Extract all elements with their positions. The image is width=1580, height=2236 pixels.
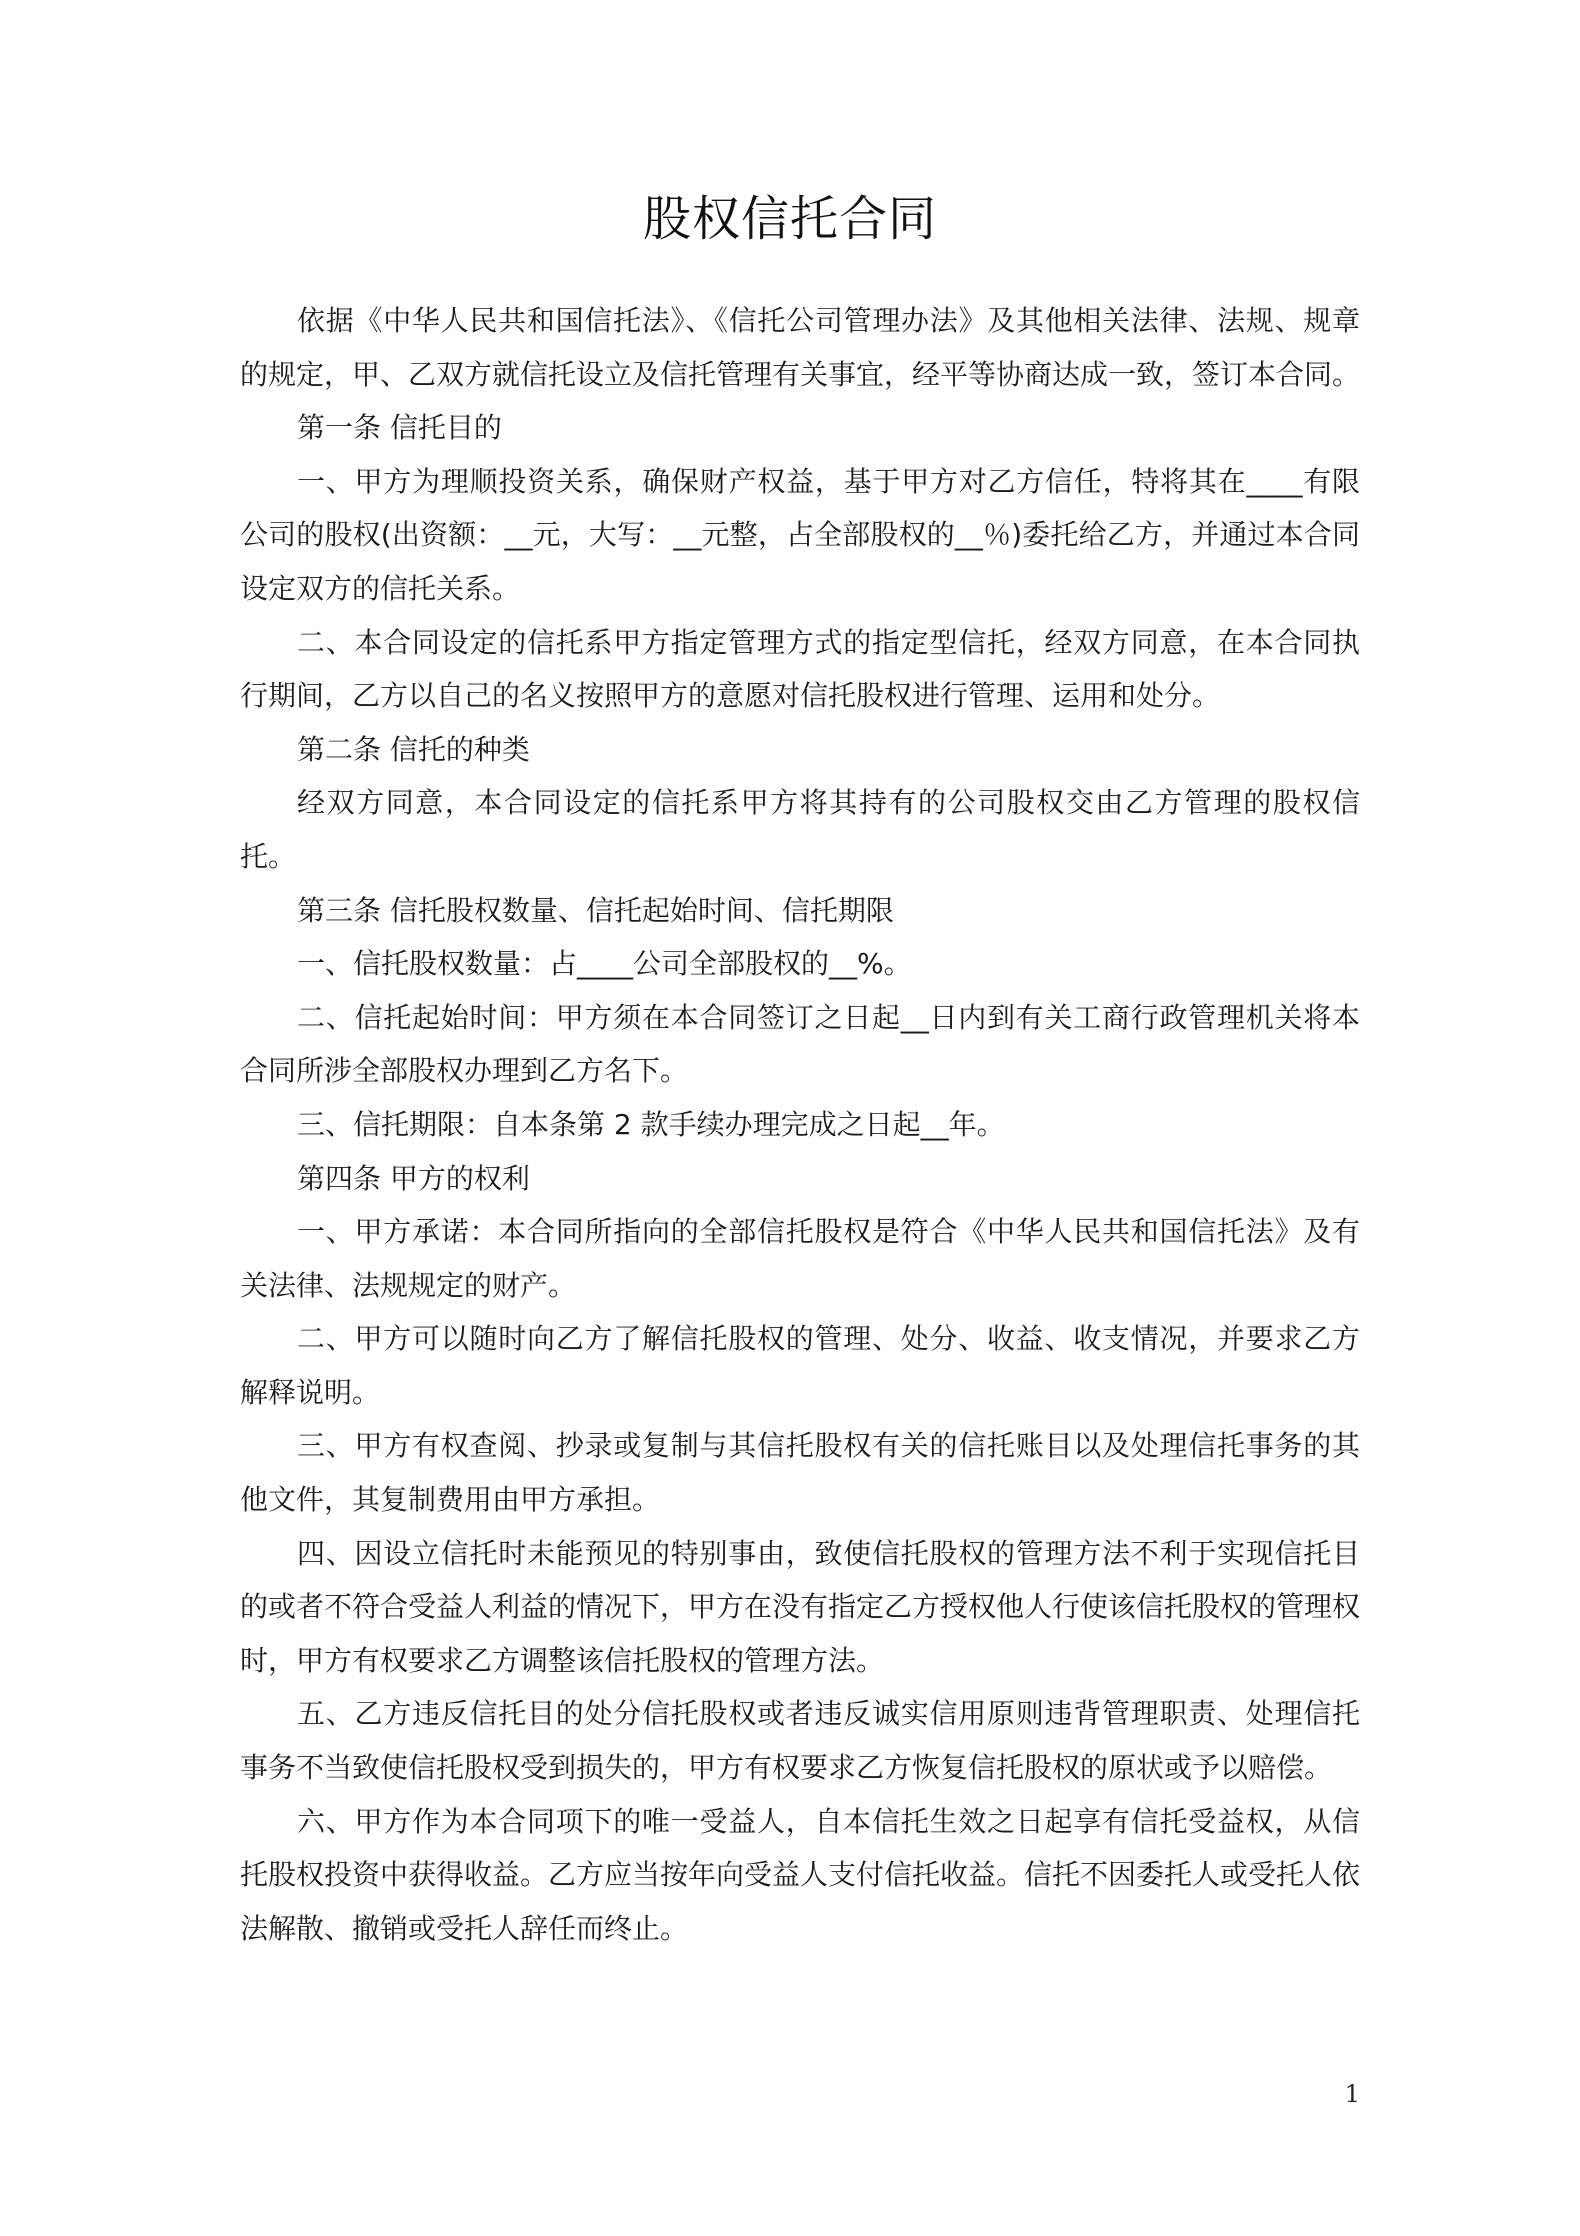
article-1-clause-1: 一、甲方为理顺投资关系，确保财产权益，基于甲方对乙方信任，特将其在____有限公司的股权(出资额：__元，大写：__元整，占全部股权的__％)委托给乙方，并通过本合同设定双方的信托关系。 [240,464,1360,605]
article-1-heading: 第一条 信托目的 [297,411,502,445]
page-number: 1 [1344,2080,1360,2108]
document-title: 股权信托合同 [642,191,937,247]
article-4-clause-1: 一、甲方承诺：本合同所指向的全部信托股权是符合《中华人民共和国信托法》及有关法律、法规规定的财产。 [240,1215,1360,1302]
article-4-clause-3: 三、甲方有权查阅、抄录或复制与其信托股权有关的信托账目以及处理信托事务的其他文件，其复制费用由甲方承担。 [240,1429,1360,1517]
preamble-paragraph: 依据《中华人民共和国信托法》、《信托公司管理办法》及其他相关法律、法规、规章的规定，甲、乙双方就信托设立及信托管理有关事宜，经平等协商达成一致，签订本合同。 [240,304,1361,391]
article-2-heading: 第二条 信托的种类 [297,732,530,766]
article-2-body: 经双方同意，本合同设定的信托系甲方将其持有的公司股权交由乙方管理的股权信托。 [240,786,1360,873]
document-body [240,294,1360,1955]
article-1-clause-2: 二、本合同设定的信托系甲方指定管理方式的指定型信托，经双方同意，在本合同执行期间，乙方以自己的名义按照甲方的意愿对信托股权进行管理、运用和处分。 [240,625,1360,713]
article-4-clause-2: 二、甲方可以随时向乙方了解信托股权的管理、处分、收益、收支情况，并要求乙方解释说明。 [240,1322,1360,1409]
article-4-clause-4: 四、因设立信托时未能预见的特别事由，致使信托股权的管理方法不利于实现信托目的或者不符合受益人利益的情况下，甲方在没有指定乙方授权他人行使该信托股权的管理权时，甲方有权要求乙方调整该信托股权的管理方法。 [240,1536,1361,1677]
article-3-clause-2: 二、信托起始时间：甲方须在本合同签订之日起__日内到有关工商行政管理机关将本合同所涉全部股权办理到乙方名下。 [240,1000,1360,1088]
article-4-heading: 第四条 甲方的权利 [297,1161,530,1195]
article-3-clause-1: 一、信托股权数量：占____公司全部股权的__%。 [297,947,912,981]
article-3-heading: 第三条 信托股权数量、信托起始时间、信托期限 [297,893,894,927]
article-3-clause-3: 三、信托期限：自本条第 2 款手续办理完成之日起__年。 [297,1107,1005,1141]
article-4-clause-6: 六、甲方作为本合同项下的唯一受益人，自本信托生效之日起享有信托受益权，从信托股权投资中获得收益。乙方应当按年向受益人支付信托收益。信托不因委托人或受托人依法解散、撤销或受托人辞任而终止。 [240,1804,1361,1945]
article-4-clause-5: 五、乙方违反信托目的处分信托股权或者违反诚实信用原则违背管理职责、处理信托事务不当致使信托股权受到损失的，甲方有权要求乙方恢复信托股权的原状或予以赔偿。 [240,1697,1360,1785]
